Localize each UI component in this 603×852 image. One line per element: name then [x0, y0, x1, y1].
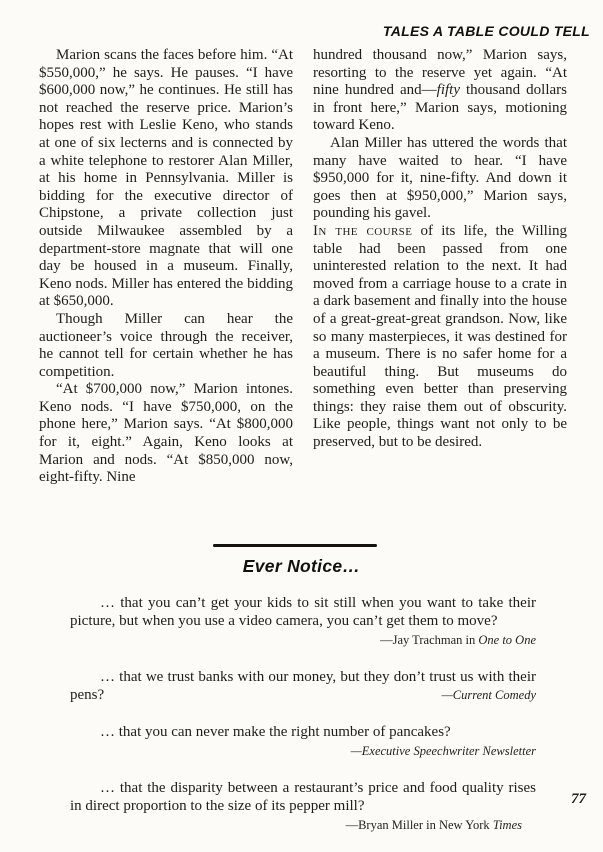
attribution-source: —Executive Speechwriter Newsletter [350, 744, 536, 758]
ever-notice-title: Ever Notice… [242, 556, 361, 576]
left-column [39, 47, 293, 487]
attribution-prefix: —Bryan Miller in New York [345, 818, 493, 832]
text-run: hundred thousand now,” Marion says, resorting to the reserve yet again. “At nine hundred and— [313, 47, 567, 99]
quote-attribution [70, 744, 536, 759]
attribution-source: One to One [478, 633, 536, 647]
quote-item [70, 779, 536, 833]
section-divider-rule [213, 544, 377, 547]
article-body [39, 47, 567, 487]
quote-attribution [70, 633, 536, 648]
quote-item [70, 668, 536, 703]
quote-text: … that you can never make the right number of pancakes? [100, 724, 451, 740]
paragraph-gavel: Alan Miller has uttered the words that many have waited to hear. “I have $950,000 for it, nine-fifty. And down it goes then at $950,000,” Marion says, pounding his gavel. [313, 134, 567, 222]
right-column [313, 47, 567, 487]
text-run: thousand dollars in front here,” Marion says, motioning toward Keno. [313, 82, 567, 134]
attribution-source: Times [492, 818, 522, 832]
paragraph-miller-receiver: Though Miller can hear the auctioneer’s voice through the receiver, he cannot tell for certain whether he has competition. [39, 310, 293, 380]
text-run-italic: fifty [436, 82, 460, 99]
quote-attribution [70, 818, 536, 833]
paragraph-bidding-continued [313, 47, 567, 135]
small-caps-lead: In the course [313, 222, 413, 239]
quote-text: … that we trust banks with our money, but they don’t trust us with their pens? [70, 669, 536, 703]
quote-attribution [70, 688, 536, 703]
attribution-prefix: —Jay Trachman in [380, 633, 479, 647]
paragraph-auction-opening: Marion scans the faces before him. “At $550,000,” he says. He pauses. “I have $600,000 now,” he continues. He still has not reached the reserve price. Marion’s hopes rest with Leslie Keno, who stands at one of six lecterns and is connected by a white telephone to restorer Alan Miller, at his home in Pennsylvania. Miller is bidding for the executive director of Chipstone, a private collection just outside Milwaukee assembled by a department-store magnate that will one day be housed in a museum. Finally, Keno nods. Miller has entered the bidding at $650,000. [39, 47, 293, 310]
quote-item [70, 723, 536, 759]
quote-text: … that the disparity between a restaurant’s price and food quality rises in direct proportion to the size of its pepper mill? [70, 780, 536, 814]
running-header: TALES A TABLE COULD TELL [382, 23, 590, 39]
quote-text: … that you can’t get your kids to sit still when you want to take their picture, but when you use a video camera, you can’t get them to move? [70, 595, 536, 629]
quote-item [70, 594, 536, 648]
paragraph-table-history [313, 223, 567, 452]
ever-notice-section [70, 594, 536, 833]
paragraph-bidding-rises: “At $700,000 now,” Marion intones. Keno nods. “I have $750,000, on the phone here,” Marion says. “At $800,000 for it, eight.” Again, Keno looks at Marion and nods. “At $850,000 now, eight-fifty. Nine [39, 381, 293, 486]
page-number: 77 [571, 791, 586, 807]
text-run: of its life, the Willing table had been passed from one uninterested relation to the next. It had moved from a carriage house to a crate in a dark basement and finally into the house of a great-great-great grandson. Now, like so many masterpieces, it was destined for a museum. There is no safer home for a beautiful thing. But museums do something even better than preserving things: they raise them out of obscurity. Like people, things want not only to be preserved, but to be desired. [313, 222, 568, 451]
attribution-source: —Current Comedy [441, 688, 536, 702]
